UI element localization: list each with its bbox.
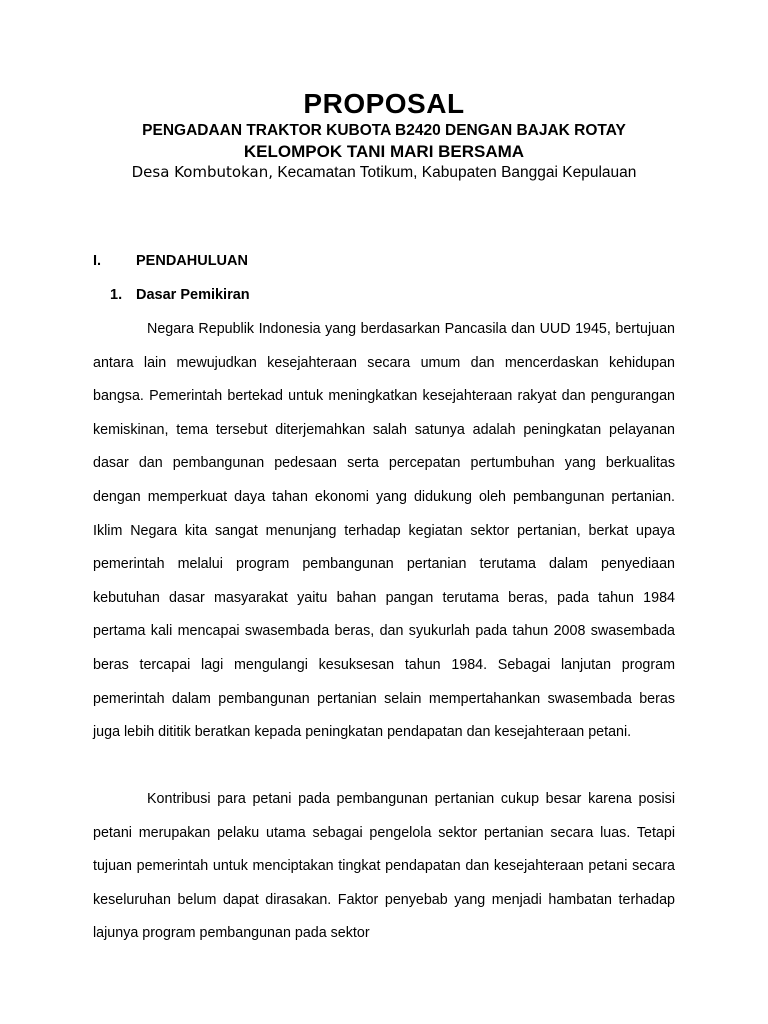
location-region: Kecamatan Totikum, Kabupaten Banggai Kepulauan <box>273 164 637 181</box>
paragraph-1-text: Negara Republik Indonesia yang berdasarkan Pancasila dan UUD 1945, bertujuan antara lain mewujudkan kesejahteraan secara umum dan mencerdaskan kehidupan bangsa. Pemerintah bertekad untuk meningkatkan kesejahteraan rakyat dan pengurangan kemiskinan, tema tersebut diterjemahkan salah satunya adalah peningkatan pelayanan dasar dan pembangunan pedesaan serta percepatan pertumbuhan yang berkualitas dengan memperkuat daya tahan ekonomi yang didukung oleh pembangunan pertanian. Iklim Negara kita sangat menunjang terhadap kegiatan sektor pertanian, berkat upaya pemerintah melalui program pembangunan pertanian terutama dalam penyediaan kebutuhan dasar masyarakat yaitu bahan pangan terutama beras, pada tahun 1984 pertama kali mencapai swasembada beras, dan syukurlah pada tahun 2008 swasembada beras tercapai lagi mengulangi kesuksesan tahun 1984. Sebagai lanjutan program pemerintah dalam pembangunan pertanian selain mempertahankan swasembada beras juga lebih dititik beratkan kepada peningkatan pendapatan dan kesejahteraan petani. <box>93 321 675 741</box>
location-village: Desa Kombutokan, <box>131 163 274 181</box>
location-line <box>0 161 768 184</box>
paragraph-2-text: Kontribusi para petani pada pembangunan pertanian cukup besar karena posisi petani merupakan pelaku utama sebagai pengelola sektor pertanian secara luas. Tetapi tujuan pemerintah untuk menciptakan tingkat pendapatan dan kesejahteraan petani secara keseluruhan belum dapat dirasakan. Faktor penyebab yang menjadi hambatan terhadap lajunya program pembangunan pada sektor <box>93 791 675 942</box>
section-title: PENDAHULUAN <box>136 253 248 269</box>
paragraph-1 <box>93 313 675 750</box>
farmer-group-name: KELOMPOK TANI MARI BERSAMA <box>243 142 525 161</box>
subsection-number: 1. <box>110 287 123 303</box>
document-title: PROPOSAL <box>303 88 465 119</box>
section-number: I. <box>93 253 102 269</box>
subsection-heading <box>110 285 250 305</box>
proposal-subject: PENGADAAN TRAKTOR KUBOTA B2420 DENGAN BAJAK ROTAY <box>142 122 626 139</box>
paragraph-2 <box>93 783 675 951</box>
subsection-title: Dasar Pemikiran <box>136 287 250 303</box>
